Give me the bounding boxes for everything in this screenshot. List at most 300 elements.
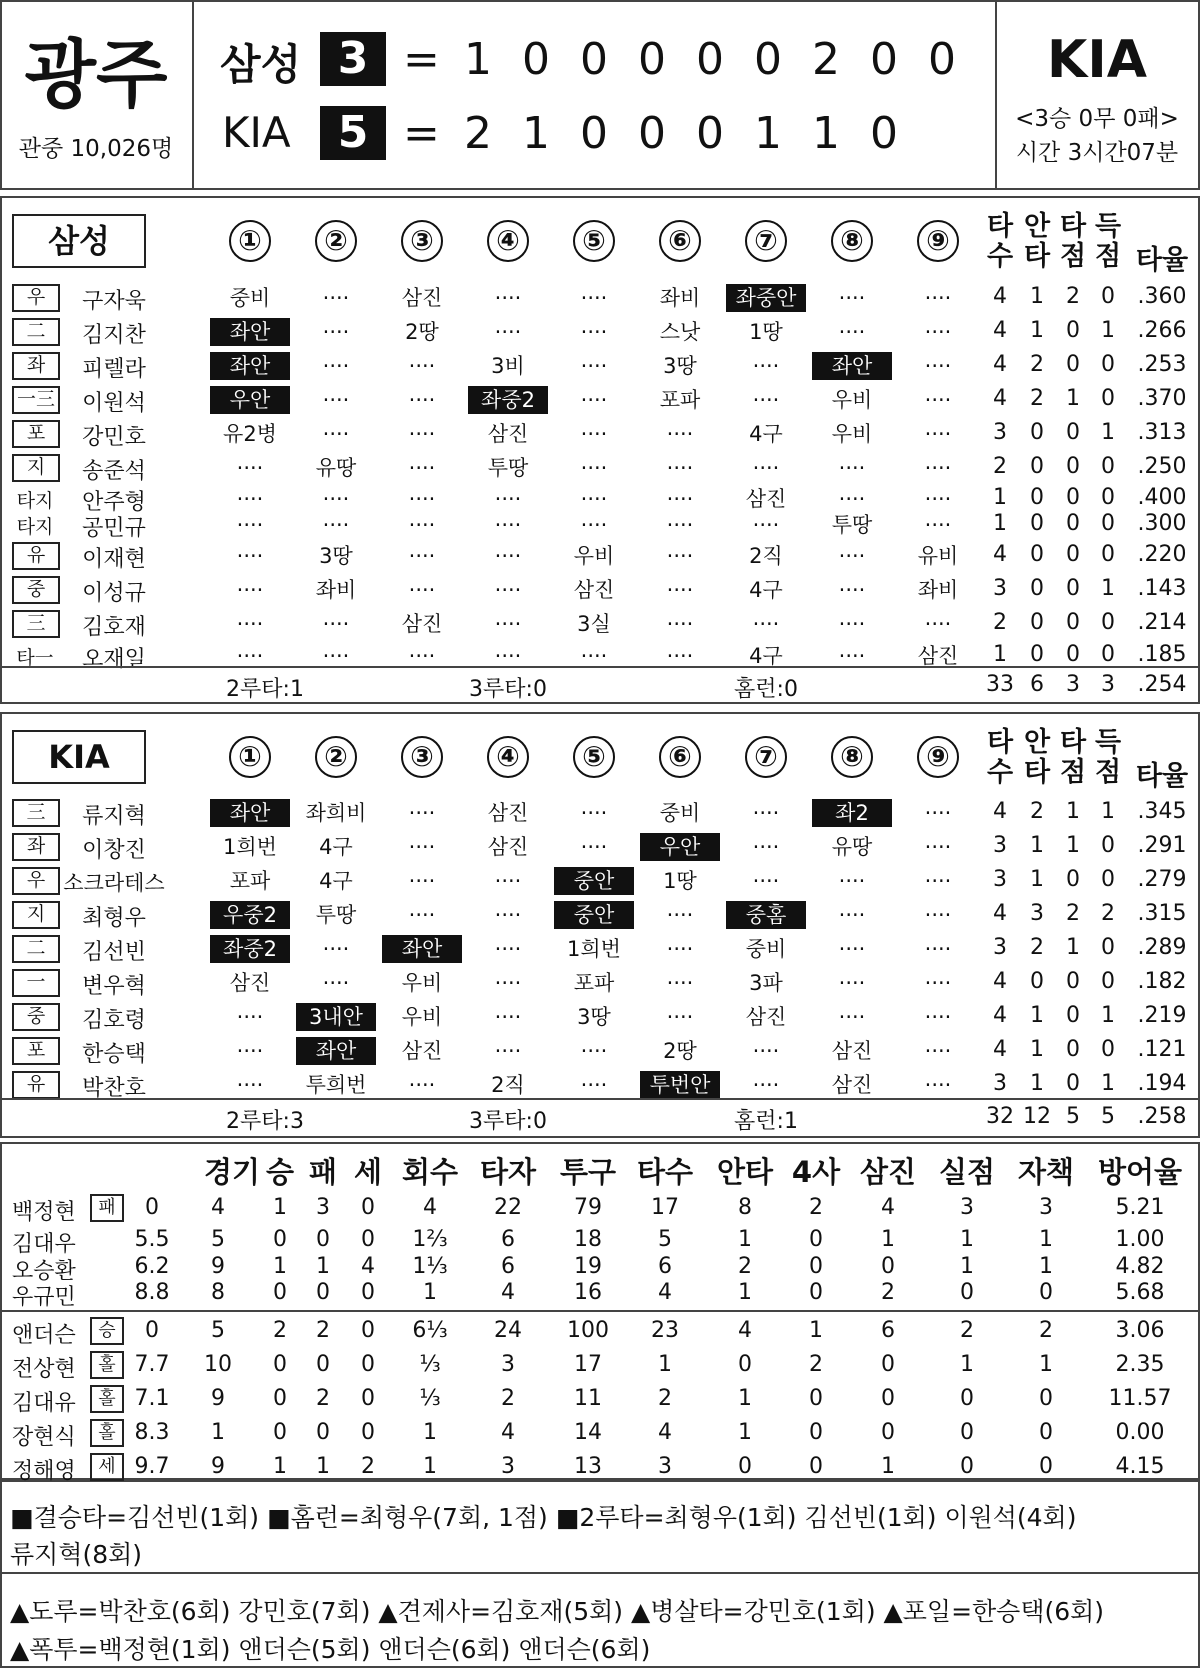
- pitcher-stat: 9: [211, 1254, 225, 1279]
- at-bat-result: ····: [580, 286, 608, 310]
- inning-header: ⑤: [573, 736, 615, 778]
- pitcher-stat: 5.21: [1115, 1195, 1165, 1220]
- pitcher-stat: 24: [494, 1318, 522, 1343]
- pitcher-stat: 0: [273, 1420, 287, 1445]
- pitching-header: 타수: [636, 1155, 694, 1189]
- pitcher-stat: 6.2: [134, 1254, 170, 1279]
- batter-stat: 1: [1030, 1003, 1044, 1028]
- stat-header: 타: [1059, 211, 1087, 242]
- at-bat-result: ····: [752, 456, 780, 480]
- inning-score: 0: [580, 108, 608, 159]
- at-bat-result: ····: [408, 869, 436, 893]
- pitcher-stat: 14: [574, 1420, 602, 1445]
- pitcher-name: 백정현: [12, 1200, 76, 1225]
- stat-header-avg: 타율: [1135, 245, 1189, 276]
- batter-name: 안주형: [82, 490, 146, 515]
- pitcher-stat: 1: [423, 1454, 437, 1479]
- batter-stat: 2: [1066, 284, 1080, 309]
- at-bat-result: ····: [666, 487, 694, 511]
- position: 二: [12, 935, 60, 963]
- at-bat-result: ····: [580, 388, 608, 412]
- at-bat-result: 4구: [319, 835, 353, 859]
- pitching-header: 경기: [203, 1155, 261, 1189]
- batter-stat: 0: [1101, 935, 1115, 960]
- batter-stat: 4: [993, 1003, 1007, 1028]
- pitcher-stat: 1.00: [1115, 1227, 1165, 1252]
- pitcher-stat: 8: [211, 1280, 225, 1305]
- batter-stat: 4: [993, 284, 1007, 309]
- position: 타一: [16, 647, 54, 669]
- at-bat-result: ····: [408, 903, 436, 927]
- batter-stat: 0: [1066, 610, 1080, 635]
- at-bat-result: ····: [494, 544, 522, 568]
- at-bat-result: 좌안: [210, 318, 290, 346]
- decision-badge: 패: [90, 1194, 124, 1222]
- at-bat-result: 투땅: [831, 513, 873, 537]
- pitcher-stat: 0: [809, 1254, 823, 1279]
- inning-header: ②: [315, 736, 357, 778]
- batter-name: 박찬호: [82, 1076, 146, 1101]
- at-bat-result: ····: [838, 578, 866, 602]
- pitcher-stat: 2: [273, 1318, 287, 1343]
- batter-name: 변우혁: [82, 974, 146, 999]
- batter-stat: 0: [1101, 542, 1115, 567]
- at-bat-result: 좌안: [812, 352, 892, 380]
- at-bat-result: ····: [924, 971, 952, 995]
- pitcher-stat: 6: [881, 1318, 895, 1343]
- at-bat-result: 3내안: [296, 1003, 376, 1031]
- position: 지: [12, 901, 60, 929]
- batter-stat: 1: [1066, 799, 1080, 824]
- batter-stat: 1: [993, 485, 1007, 510]
- pitcher-stat: 0: [881, 1420, 895, 1445]
- at-bat-result: ····: [580, 1073, 608, 1097]
- at-bat-result: 2직: [491, 1073, 525, 1097]
- batter-stat: .220: [1137, 542, 1187, 567]
- at-bat-result: 삼진: [745, 1005, 787, 1029]
- batter-stat: 0: [1030, 969, 1044, 994]
- at-bat-result: ····: [322, 644, 350, 668]
- pitcher-stat: 0: [273, 1280, 287, 1305]
- batter-name: 소크라테스: [63, 871, 165, 895]
- at-bat-result: 투땅: [487, 456, 529, 480]
- at-bat-result: ····: [236, 1039, 264, 1063]
- position: 타지: [16, 516, 54, 538]
- pitcher-stat: 4.82: [1115, 1254, 1165, 1279]
- batter-stat: 0: [1066, 420, 1080, 445]
- decision-badge: 세: [90, 1453, 124, 1481]
- position: 二: [12, 318, 60, 346]
- at-bat-result: ····: [666, 513, 694, 537]
- position: 유: [12, 1071, 60, 1099]
- batter-stat: 0: [1101, 969, 1115, 994]
- at-bat-result: ····: [924, 1073, 952, 1097]
- pitcher-stat: 1: [738, 1386, 752, 1411]
- pitching-header: 삼진: [859, 1155, 917, 1189]
- at-bat-result: 삼진: [487, 835, 529, 859]
- at-bat-result: ····: [838, 903, 866, 927]
- pitcher-stat: 7.1: [134, 1386, 170, 1411]
- pitcher-stat: 1: [423, 1280, 437, 1305]
- batter-name: 구자욱: [82, 289, 146, 314]
- inning-score: 0: [696, 108, 724, 159]
- batter-stat: 1: [1101, 318, 1115, 343]
- pitching-header: 회수: [401, 1155, 459, 1189]
- batter-stat: 0: [1066, 1037, 1080, 1062]
- batter-stat: .289: [1137, 935, 1187, 960]
- at-bat-result: 삼진: [745, 487, 787, 511]
- batter-stat: .182: [1137, 969, 1187, 994]
- inning-score: 0: [870, 34, 898, 85]
- at-bat-result: ····: [322, 422, 350, 446]
- at-bat-result: 우안: [640, 833, 720, 861]
- pitcher-stat: 2: [501, 1386, 515, 1411]
- at-bat-result: ····: [838, 487, 866, 511]
- at-bat-result: 포파: [229, 869, 271, 893]
- pitcher-stat: 8: [738, 1195, 752, 1220]
- at-bat-result: ····: [666, 903, 694, 927]
- batter-stat: 0: [1030, 576, 1044, 601]
- batter-name: 류지혁: [82, 804, 146, 829]
- at-bat-result: 삼진: [831, 1039, 873, 1063]
- batter-stat: 1: [1030, 833, 1044, 858]
- position: 三: [12, 799, 60, 827]
- batter-stat: 0: [1030, 454, 1044, 479]
- inning-header: ⑥: [659, 736, 701, 778]
- at-bat-result: 중안: [554, 901, 634, 929]
- at-bat-result: ····: [322, 487, 350, 511]
- at-bat-result: 삼진: [229, 971, 271, 995]
- at-bat-result: ····: [752, 801, 780, 825]
- at-bat-result: ····: [924, 1039, 952, 1063]
- pitcher-stat: 1: [960, 1254, 974, 1279]
- pitching-header: 안타: [716, 1155, 774, 1189]
- pitcher-stat: 0: [881, 1352, 895, 1377]
- pitcher-stat: 0: [809, 1386, 823, 1411]
- batter-stat: 0: [1030, 485, 1044, 510]
- pitcher-name: 정해영: [12, 1459, 76, 1484]
- batter-stat: 4: [993, 542, 1007, 567]
- batter-stat: 4: [993, 386, 1007, 411]
- inning-header: ⑧: [831, 736, 873, 778]
- pitcher-stat: 0: [361, 1386, 375, 1411]
- at-bat-result: ····: [494, 1039, 522, 1063]
- position: 우: [12, 867, 60, 895]
- stat-header: 수: [986, 757, 1014, 788]
- batter-stat: 0: [1101, 352, 1115, 377]
- batter-stat: 0: [1066, 454, 1080, 479]
- pitcher-stat: 0: [361, 1352, 375, 1377]
- at-bat-result: 좌안: [210, 799, 290, 827]
- at-bat-result: ····: [752, 612, 780, 636]
- divider: [2, 666, 1198, 668]
- stat-header: 타: [1059, 727, 1087, 758]
- batter-stat: .253: [1137, 352, 1187, 377]
- at-bat-result: ····: [236, 1073, 264, 1097]
- at-bat-result: ····: [494, 903, 522, 927]
- at-bat-result: ····: [752, 1039, 780, 1063]
- pitching-header: 실점: [938, 1155, 996, 1189]
- pitcher-stat: 1: [738, 1420, 752, 1445]
- batter-stat: 0: [1030, 542, 1044, 567]
- at-bat-result: ····: [580, 1039, 608, 1063]
- batter-name: 피렐라: [82, 357, 146, 382]
- at-bat-result: ····: [494, 578, 522, 602]
- pitcher-stat: 2.35: [1115, 1352, 1165, 1377]
- at-bat-result: 포파: [573, 971, 615, 995]
- at-bat-result: 삼진: [487, 422, 529, 446]
- batter-stat: 4: [993, 901, 1007, 926]
- at-bat-result: 스낫: [659, 320, 701, 344]
- notes-line: ■결승타=김선빈(1회) ■홈런=최형우(7회, 1점) ■2루타=최형우(1회) 김선빈(1회) 이원석(4회): [10, 1503, 1077, 1532]
- footer-hr: 홈런:1: [734, 1109, 798, 1134]
- at-bat-result: ····: [924, 286, 952, 310]
- batter-stat: 1: [1101, 1071, 1115, 1096]
- at-bat-result: ····: [322, 513, 350, 537]
- stat-header: 타: [1023, 757, 1051, 788]
- pitcher-stat: 0: [960, 1386, 974, 1411]
- batter-name: 이성규: [82, 581, 146, 606]
- pitcher-stat: 1: [658, 1352, 672, 1377]
- at-bat-result: 좌희비: [305, 801, 367, 825]
- batter-stat: 2: [993, 610, 1007, 635]
- batter-stat: 0: [1066, 969, 1080, 994]
- team-total: 33: [986, 672, 1014, 697]
- batter-stat: 0: [1101, 284, 1115, 309]
- at-bat-result: ····: [322, 286, 350, 310]
- batter-name: 공민규: [82, 516, 146, 541]
- at-bat-result: ····: [924, 903, 952, 927]
- decision-badge: 홀: [90, 1419, 124, 1447]
- stat-header: 득: [1094, 727, 1122, 758]
- position: 중: [12, 1003, 60, 1031]
- pitcher-stat: 1: [738, 1227, 752, 1252]
- at-bat-result: 중비: [229, 286, 271, 310]
- pitcher-name: 우규민: [12, 1285, 76, 1310]
- at-bat-result: 우비: [401, 1005, 443, 1029]
- pitcher-stat: 2: [809, 1352, 823, 1377]
- at-bat-result: ····: [838, 869, 866, 893]
- at-bat-result: ····: [580, 835, 608, 859]
- batter-stat: .250: [1137, 454, 1187, 479]
- batter-stat: 4: [993, 799, 1007, 824]
- at-bat-result: 삼진: [401, 286, 443, 310]
- stat-header: 득: [1094, 211, 1122, 242]
- inning-score: 0: [580, 34, 608, 85]
- pitcher-stat: 1⅔: [412, 1227, 448, 1252]
- batter-stat: 1: [993, 642, 1007, 667]
- inning-score: 0: [638, 108, 666, 159]
- position: 타지: [16, 490, 54, 512]
- away-team-name: 삼성: [220, 40, 302, 89]
- at-bat-result: ····: [322, 971, 350, 995]
- pitcher-stat: 3: [316, 1195, 330, 1220]
- pitcher-stat: 1: [273, 1254, 287, 1279]
- batter-stat: .143: [1137, 576, 1187, 601]
- at-bat-result: ····: [408, 388, 436, 412]
- at-bat-result: ····: [924, 487, 952, 511]
- batter-stat: .121: [1137, 1037, 1187, 1062]
- at-bat-result: ····: [580, 513, 608, 537]
- pitcher-name: 오승환: [12, 1259, 76, 1284]
- at-bat-result: ····: [236, 578, 264, 602]
- at-bat-result: 3땅: [577, 1005, 611, 1029]
- position: 포: [12, 1037, 60, 1065]
- pitcher-stat: 0: [316, 1352, 330, 1377]
- at-bat-result: ····: [580, 320, 608, 344]
- pitcher-stat: 0: [361, 1420, 375, 1445]
- home-team-name: KIA: [222, 108, 291, 157]
- away-eq: =: [403, 34, 440, 85]
- pitcher-stat: 0: [316, 1420, 330, 1445]
- pitcher-stat: 4: [881, 1195, 895, 1220]
- position: 유: [12, 542, 60, 570]
- inning-header: ⑥: [659, 220, 701, 262]
- pitcher-name: 전상현: [12, 1357, 76, 1382]
- at-bat-result: ····: [752, 869, 780, 893]
- batter-name: 오재일: [82, 647, 146, 672]
- inning-score: 2: [812, 34, 840, 85]
- pitcher-stat: 5: [658, 1227, 672, 1252]
- pitcher-stat: 0: [361, 1227, 375, 1252]
- pitcher-stat: 0: [809, 1454, 823, 1479]
- batter-stat: .291: [1137, 833, 1187, 858]
- at-bat-result: ····: [838, 644, 866, 668]
- pitching-header: 투구: [559, 1155, 617, 1189]
- inning-header: ⑦: [745, 220, 787, 262]
- at-bat-result: ····: [924, 869, 952, 893]
- pitcher-stat: 0: [809, 1280, 823, 1305]
- pitcher-name: 앤더슨: [12, 1323, 76, 1348]
- notes-line: ▲폭투=백정현(1회) 앤더슨(5회) 앤더슨(6회) 앤더슨(6회): [10, 1635, 651, 1664]
- batter-stat: 0: [1101, 386, 1115, 411]
- pitcher-stat: 0: [738, 1454, 752, 1479]
- at-bat-result: ····: [494, 320, 522, 344]
- stat-header: 점: [1059, 241, 1087, 272]
- at-bat-result: ····: [236, 487, 264, 511]
- pitcher-stat: 1⅓: [412, 1254, 448, 1279]
- pitcher-stat: 5: [211, 1227, 225, 1252]
- at-bat-result: ····: [236, 544, 264, 568]
- winner-team: KIA: [1047, 30, 1147, 90]
- pitcher-stat: 6: [501, 1254, 515, 1279]
- pitcher-stat: 1: [1039, 1254, 1053, 1279]
- at-bat-result: 삼진: [487, 801, 529, 825]
- pitcher-stat: 0.00: [1115, 1420, 1165, 1445]
- batter-stat: 0: [1066, 867, 1080, 892]
- batter-name: 이원석: [82, 391, 146, 416]
- inning-score: 2: [464, 108, 492, 159]
- at-bat-result: 1희번: [567, 937, 621, 961]
- at-bat-result: 좌중2: [210, 935, 290, 963]
- pitcher-stat: 6⅓: [412, 1318, 448, 1343]
- pitcher-stat: 1: [211, 1420, 225, 1445]
- position: 좌: [12, 833, 60, 861]
- at-bat-result: ····: [408, 801, 436, 825]
- batter-stat: 1: [1030, 284, 1044, 309]
- at-bat-result: ····: [322, 388, 350, 412]
- batter-stat: 2: [1101, 901, 1115, 926]
- pitcher-stat: 2: [809, 1195, 823, 1220]
- pitching-header: 세: [353, 1155, 382, 1189]
- pitcher-stat: ⅓: [419, 1386, 441, 1411]
- pitcher-stat: 0: [316, 1280, 330, 1305]
- pitcher-stat: 5: [211, 1318, 225, 1343]
- batter-stat: 1: [1066, 935, 1080, 960]
- inning-header: ②: [315, 220, 357, 262]
- at-bat-result: ····: [666, 578, 694, 602]
- batter-stat: 0: [1101, 833, 1115, 858]
- at-bat-result: 삼진: [401, 1039, 443, 1063]
- position: 우: [12, 284, 60, 312]
- divider: [192, 0, 194, 190]
- at-bat-result: ····: [924, 612, 952, 636]
- pitcher-stat: 0: [1039, 1420, 1053, 1445]
- at-bat-result: ····: [838, 971, 866, 995]
- inning-score: 1: [754, 108, 782, 159]
- position: 중: [12, 576, 60, 604]
- at-bat-result: 우안: [210, 386, 290, 414]
- batter-stat: 4: [993, 1037, 1007, 1062]
- pitcher-stat: 17: [651, 1195, 679, 1220]
- home-total-score: 5: [320, 106, 386, 160]
- pitcher-stat: 1: [881, 1454, 895, 1479]
- batter-name: 이창진: [82, 838, 146, 863]
- pitcher-stat: 1: [316, 1454, 330, 1479]
- at-bat-result: ····: [236, 644, 264, 668]
- at-bat-result: ····: [494, 513, 522, 537]
- batter-stat: 0: [1101, 1037, 1115, 1062]
- at-bat-result: 투번안: [640, 1071, 720, 1099]
- at-bat-result: 중홈: [726, 901, 806, 929]
- pitcher-stat: 0: [316, 1227, 330, 1252]
- batter-stat: 0: [1030, 642, 1044, 667]
- at-bat-result: ····: [580, 644, 608, 668]
- batter-stat: .315: [1137, 901, 1187, 926]
- at-bat-result: ····: [494, 869, 522, 893]
- pitcher-stat: 2: [658, 1386, 672, 1411]
- team-total: 32: [986, 1104, 1014, 1129]
- batter-stat: .400: [1137, 485, 1187, 510]
- team-total: 5: [1101, 1104, 1115, 1129]
- batter-stat: .313: [1137, 420, 1187, 445]
- pitcher-stat: 8.8: [134, 1280, 170, 1305]
- at-bat-result: 좌비: [917, 578, 959, 602]
- pitcher-stat: 4: [658, 1420, 672, 1445]
- attendance: 관중 10,026명: [18, 136, 174, 162]
- at-bat-result: 삼진: [573, 578, 615, 602]
- at-bat-result: 삼진: [831, 1073, 873, 1097]
- at-bat-result: ····: [494, 937, 522, 961]
- batter-stat: 0: [1066, 576, 1080, 601]
- at-bat-result: ····: [494, 612, 522, 636]
- at-bat-result: ····: [408, 354, 436, 378]
- pitcher-stat: 6: [501, 1227, 515, 1252]
- batter-stat: 2: [1030, 935, 1044, 960]
- at-bat-result: 좌안: [382, 935, 462, 963]
- pitcher-stat: 0: [960, 1420, 974, 1445]
- at-bat-result: ····: [580, 456, 608, 480]
- at-bat-result: ····: [408, 835, 436, 859]
- batter-stat: 0: [1101, 642, 1115, 667]
- pitcher-stat: 0: [361, 1318, 375, 1343]
- footer-doubles: 2루타:3: [226, 1109, 304, 1134]
- batter-name: 이재현: [82, 547, 146, 572]
- at-bat-result: ····: [494, 971, 522, 995]
- pitcher-stat: 22: [494, 1195, 522, 1220]
- at-bat-result: ····: [408, 578, 436, 602]
- at-bat-result: 유비: [917, 544, 959, 568]
